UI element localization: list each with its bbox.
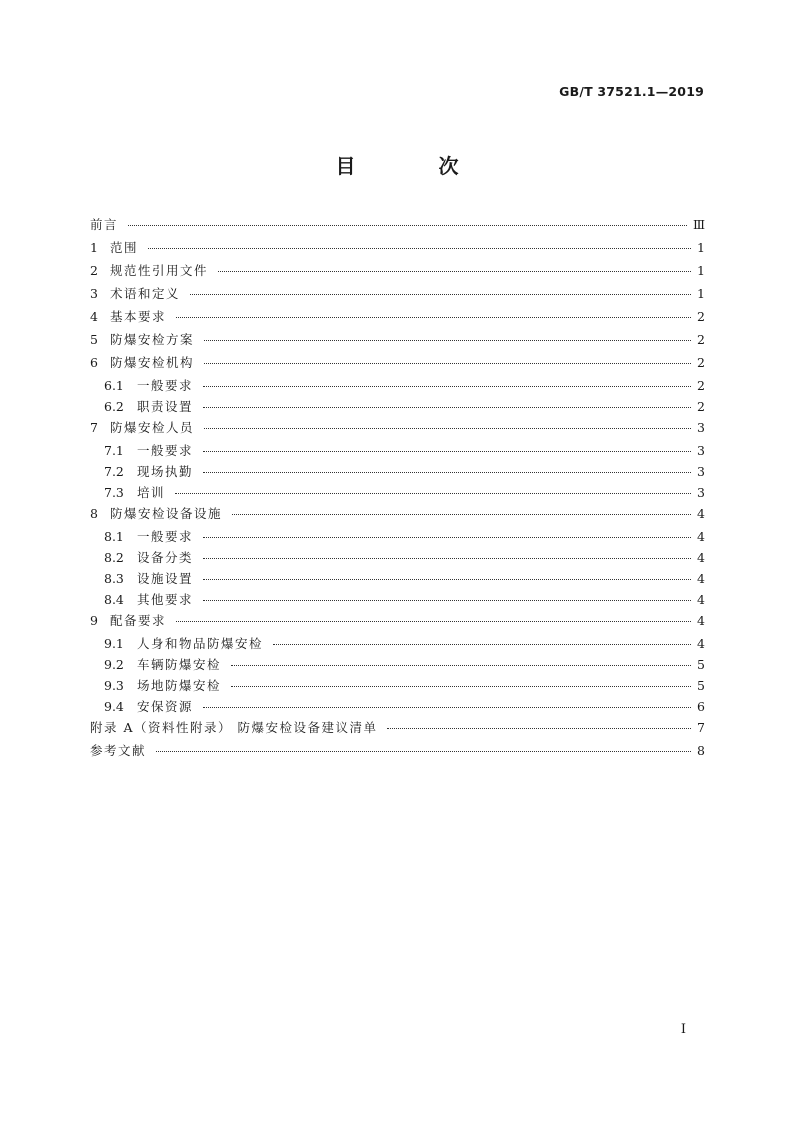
toc-entry-label: 一般要求 [137,443,194,458]
dot-leader [204,340,691,341]
dot-leader [231,686,691,687]
toc-entry[interactable] [90,718,705,741]
toc-entry[interactable] [90,462,705,483]
toc-entry-number: 6.2 [104,399,124,414]
toc-entry[interactable] [90,353,705,376]
toc-entry-label: 一般要求 [137,529,194,544]
dot-leader [203,386,691,387]
toc-entry-number: 2 [90,263,98,278]
toc-entry-page: 4 [697,550,705,565]
toc-entry-number: 8.1 [104,529,124,544]
toc-entry-page: 8 [697,743,705,758]
toc-entry-label: 设施设置 [137,571,194,586]
toc-entry-page: 2 [697,378,705,393]
toc-entry-number: 7.2 [104,464,124,479]
dot-leader [156,751,691,752]
toc-title: 目 次 [335,154,497,178]
toc-entry[interactable] [90,676,705,697]
toc-entry[interactable] [90,548,705,569]
toc-entry-page: 4 [697,529,705,544]
toc-entry[interactable] [90,418,705,441]
toc-entry-number: 8.4 [104,592,124,607]
toc-entry[interactable] [90,504,705,527]
toc-entry[interactable] [90,284,705,307]
toc-entry-label: 规范性引用文件 [110,263,209,278]
dot-leader [190,294,691,295]
toc-entry-page: 4 [697,571,705,586]
toc-entry-page: 3 [697,443,705,458]
dot-leader [203,600,691,601]
toc-entry-label: 人身和物品防爆安检 [137,636,264,651]
toc-entry-page: 2 [697,309,705,324]
toc-entry[interactable] [90,611,705,634]
toc-entry[interactable] [90,397,705,418]
toc-entry[interactable] [90,569,705,590]
toc-entry-page: 4 [697,636,705,651]
toc-entry-page: 5 [697,678,705,693]
toc-entry[interactable] [90,590,705,611]
toc-entry-number: 5 [90,332,98,347]
toc-entry-label: 职责设置 [137,399,194,414]
dot-leader [203,558,691,559]
toc-entry-number: 3 [90,286,98,301]
toc-entry-number: 9 [90,613,98,628]
toc-entry-label: 防爆安检机构 [110,355,195,370]
toc-entry[interactable] [90,238,705,261]
toc-entry-label: 车辆防爆安检 [137,657,222,672]
toc-entry-page: 2 [697,332,705,347]
toc-entry[interactable] [90,330,705,353]
dot-leader [203,472,691,473]
toc-entry-label: 防爆安检人员 [110,420,195,435]
toc-entry-number: 7 [90,420,98,435]
toc-entry-number: 9.4 [104,699,124,714]
toc-entry[interactable] [90,441,705,462]
table-of-contents [90,215,705,764]
toc-entry[interactable] [90,741,705,764]
dot-leader [203,707,691,708]
toc-entry-label: 参考文献 [90,743,147,758]
toc-entry[interactable] [90,307,705,330]
toc-entry-page: 6 [697,699,705,714]
toc-entry-label: 一般要求 [137,378,194,393]
toc-entry-page: 3 [697,485,705,500]
toc-entry-label: 附录 A（资料性附录） 防爆安检设备建议清单 [90,720,378,735]
toc-entry-label: 配备要求 [110,613,167,628]
toc-entry-label: 术语和定义 [110,286,181,301]
toc-entry-label: 其他要求 [137,592,194,607]
toc-entry[interactable] [90,655,705,676]
toc-entry-label: 范围 [110,240,139,255]
toc-entry-page: Ⅲ [692,217,705,232]
toc-entry-number: 6 [90,355,98,370]
toc-entry-page: 3 [697,420,705,435]
toc-entry-page: 2 [697,399,705,414]
dot-leader [203,579,691,580]
toc-entry-page: 1 [697,263,705,278]
toc-entry-page: 2 [697,355,705,370]
dot-leader [203,407,691,408]
toc-entry-label: 前言 [90,217,119,232]
toc-entry-label: 场地防爆安检 [137,678,222,693]
toc-entry-page: 1 [697,240,705,255]
toc-entry-page: 5 [697,657,705,672]
toc-entry-number: 9.3 [104,678,124,693]
standard-code: GB/T 37521.1—2019 [559,84,704,99]
toc-entry-page: 7 [697,720,705,735]
dot-leader [218,271,691,272]
toc-entry-number: 9.2 [104,657,124,672]
dot-leader [176,317,691,318]
toc-entry-page: 4 [697,592,705,607]
dot-leader [204,363,691,364]
toc-entry-number: 4 [90,309,98,324]
toc-entry-label: 安保资源 [137,699,194,714]
dot-leader [273,644,691,645]
toc-entry[interactable] [90,634,705,655]
toc-entry-label: 防爆安检设备设施 [110,506,223,521]
toc-entry[interactable] [90,261,705,284]
toc-entry[interactable] [90,376,705,397]
toc-entry-page: 3 [697,464,705,479]
toc-entry-number: 9.1 [104,636,124,651]
dot-leader [128,225,687,226]
toc-entry-label: 基本要求 [110,309,167,324]
toc-entry-page: 1 [697,286,705,301]
dot-leader [231,665,691,666]
dot-leader [175,493,691,494]
toc-entry-number: 7.3 [104,485,124,500]
toc-entry-label: 现场执勤 [137,464,194,479]
toc-entry-number: 1 [90,240,98,255]
toc-entry-label: 培训 [137,485,166,500]
toc-entry-number: 8.3 [104,571,124,586]
toc-entry[interactable] [90,527,705,548]
toc-entry-number: 8 [90,506,98,521]
toc-entry-page: 4 [697,613,705,628]
toc-entry-page: 4 [697,506,705,521]
dot-leader [148,248,691,249]
toc-entry-label: 防爆安检方案 [110,332,195,347]
page-number: I [680,1022,686,1037]
toc-entry[interactable] [90,697,705,718]
dot-leader [203,537,691,538]
toc-entry[interactable] [90,483,705,504]
dot-leader [387,728,691,729]
toc-entry-number: 7.1 [104,443,124,458]
toc-entry-number: 6.1 [104,378,124,393]
toc-entry-number: 8.2 [104,550,124,565]
dot-leader [176,621,691,622]
dot-leader [204,428,691,429]
toc-entry-label: 设备分类 [137,550,194,565]
dot-leader [203,451,691,452]
toc-entry[interactable] [90,215,705,238]
dot-leader [232,514,691,515]
